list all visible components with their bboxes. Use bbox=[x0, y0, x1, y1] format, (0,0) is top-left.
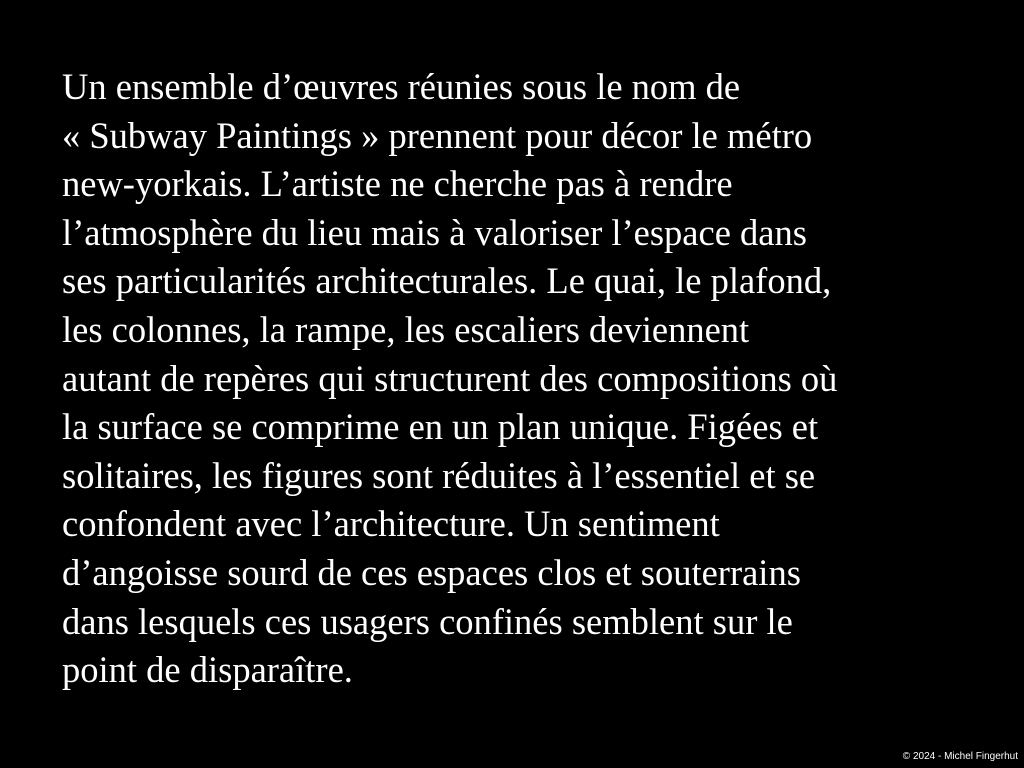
paragraph-line: la surface se comprime en un plan unique. Figées et bbox=[62, 406, 819, 448]
paragraph-line: ses particularités architecturales. Le quai, le plafond, bbox=[62, 260, 832, 302]
paragraph-line: Un ensemble d’œuvres réunies sous le nom de bbox=[62, 66, 741, 107]
paragraph-line: point de disparaître. bbox=[62, 649, 353, 691]
paragraph-line: les colonnes, la rampe, les escaliers deviennent bbox=[62, 308, 750, 350]
body-paragraph bbox=[62, 63, 1002, 695]
paragraph-line: l’atmosphère du lieu mais à valoriser l’espace dans bbox=[62, 211, 807, 253]
paragraph-line: solitaires, les figures sont réduites à l’essentiel et se bbox=[62, 454, 816, 496]
paragraph-line: new-yorkais. L’artiste ne cherche pas à rendre bbox=[62, 163, 733, 205]
copyright-notice: © 2024 - Michel Fingerhut bbox=[902, 751, 1018, 762]
paragraph-line: autant de repères qui structurent des compositions où bbox=[62, 357, 838, 399]
paragraph-line: dans lesquels ces usagers confinés semblent sur le bbox=[62, 600, 793, 642]
paragraph-line: « Subway Paintings » prennent pour décor le métro bbox=[62, 114, 813, 156]
paragraph-line: d’angoisse sourd de ces espaces clos et souterrains bbox=[62, 551, 801, 593]
paragraph-line: confondent avec l’architecture. Un sentiment bbox=[62, 503, 720, 545]
